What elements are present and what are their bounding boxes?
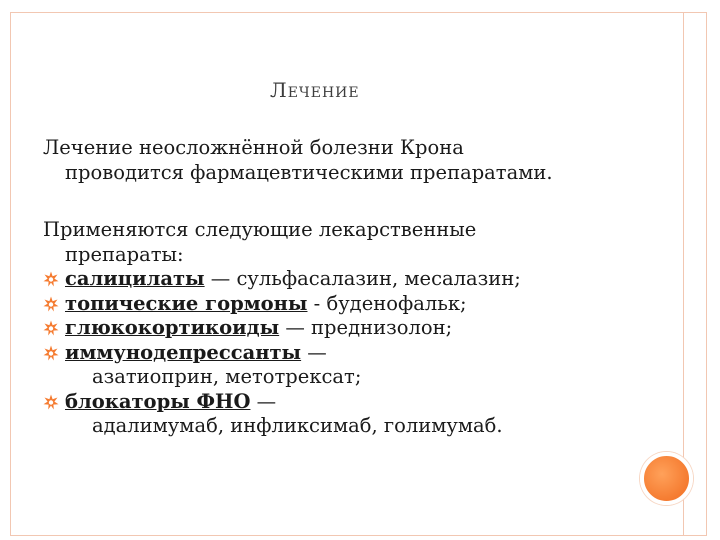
flower-bullet-icon: [43, 320, 59, 336]
flower-bullet-icon: [43, 296, 59, 312]
applied-line: препараты:: [65, 242, 184, 266]
flower-bullet-icon: [43, 394, 59, 410]
decorative-circle: [640, 452, 693, 505]
drug-class-detail: —: [301, 340, 327, 364]
drug-class-term: салицилаты: [65, 267, 205, 290]
applied-line: Применяются следующие лекарственные: [43, 218, 477, 241]
list-item: [43, 341, 643, 390]
applied-paragraph: [43, 218, 643, 267]
drug-class-detail: —: [250, 389, 277, 413]
drug-class-detail: - буденофальк;: [307, 291, 467, 315]
flower-bullet-icon: [43, 345, 59, 361]
drug-class-term: блокаторы ФНО: [65, 389, 251, 413]
slide-content: [43, 136, 643, 439]
list-item: [43, 267, 643, 292]
flower-bullet-icon: [43, 271, 59, 287]
drug-list: [43, 267, 643, 439]
list-item: [43, 316, 643, 341]
list-item: [43, 390, 643, 439]
intro-paragraph: [43, 136, 643, 185]
drug-class-detail: — сульфасалазин, месалазин;: [204, 267, 521, 290]
intro-line: проводится фармацевтическими препаратами.: [65, 160, 553, 184]
drug-class-term: глюкокортикоиды: [65, 316, 280, 339]
intro-line: Лечение неосложнённой болезни Крона: [43, 136, 464, 159]
drug-class-continuation: азатиоприн, метотрексат;: [92, 365, 362, 388]
drug-class-continuation: адалимумаб, инфликсимаб, голимумаб.: [92, 414, 503, 437]
drug-class-term: топические гормоны: [65, 291, 308, 315]
drug-class-detail: — преднизолон;: [279, 316, 453, 339]
drug-class-term: иммунодепрессанты: [65, 340, 302, 364]
list-item: [43, 292, 643, 317]
slide-title: Лечение: [270, 78, 360, 102]
